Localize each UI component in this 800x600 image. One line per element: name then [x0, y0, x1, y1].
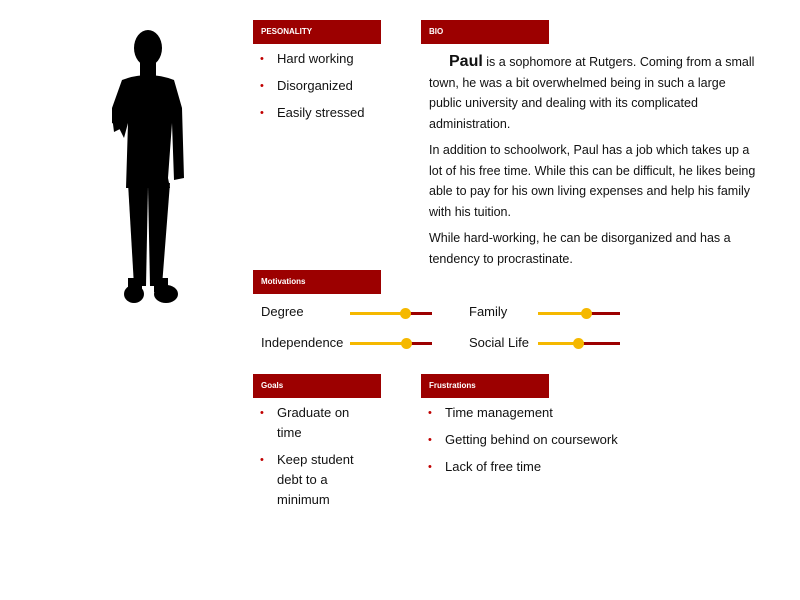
- list-item: [255, 450, 370, 510]
- motivation-slider-independence[interactable]: [350, 336, 432, 350]
- slider-fill: [350, 312, 406, 315]
- bio-paragraph-3: While hard-working, he can be disorganized and has a tendency to procrastinate.: [429, 231, 731, 266]
- bio-paragraph-2: In addition to schoolwork, Paul has a job which takes up a lot of his free time. While this can be difficult, he likes being able to pay for his own living expenses and help his family with his tuition.: [429, 143, 756, 219]
- goals-header: Goals: [253, 374, 381, 398]
- list-item: [255, 403, 370, 443]
- motivation-slider-family[interactable]: [538, 306, 620, 320]
- frustrations-header: Frustrations: [421, 374, 549, 398]
- person-silhouette-icon: [100, 28, 195, 308]
- motivation-label-independence: Independence: [261, 335, 344, 350]
- bullet-dot-icon: •: [260, 454, 264, 466]
- bullet-dot-icon: •: [428, 434, 432, 446]
- slider-knob[interactable]: [401, 338, 412, 349]
- slider-fill: [350, 342, 407, 345]
- list-item: [423, 457, 683, 477]
- list-item-text: Getting behind on coursework: [445, 432, 618, 447]
- slider-knob[interactable]: [581, 308, 592, 319]
- list-item-text: Disorganized: [277, 78, 353, 93]
- list-item: [423, 430, 683, 450]
- personality-list: [255, 49, 395, 130]
- frustrations-list: [423, 403, 683, 484]
- bio-paragraph-1-text: is a sophomore at Rutgers. Coming from a small town, he was a bit overwhelmed being in such a large public university and dealing with its complicated administration.: [429, 55, 755, 131]
- bullet-dot-icon: •: [260, 80, 264, 92]
- bullet-dot-icon: •: [260, 407, 264, 419]
- list-item-text: Lack of free time: [445, 459, 542, 474]
- motivations-header: Motivations: [253, 270, 381, 294]
- bio-text: [429, 52, 759, 275]
- list-item-text: Easily stressed: [277, 105, 365, 120]
- bullet-dot-icon: •: [428, 407, 432, 419]
- list-item-text: Time management: [445, 405, 553, 420]
- motivation-label-social-life: Social Life: [469, 335, 529, 350]
- slider-fill: [538, 312, 586, 315]
- bio-paragraph-1: [429, 52, 759, 134]
- list-item: [255, 103, 395, 123]
- motivation-slider-degree[interactable]: [350, 306, 432, 320]
- personality-header: PESONALITY: [253, 20, 381, 44]
- bullet-dot-icon: •: [428, 461, 432, 473]
- list-item-text: Keep student debt to a minimum: [277, 452, 354, 507]
- motivation-label-family: Family: [469, 304, 508, 319]
- list-item: [423, 403, 683, 423]
- motivation-label-degree: Degree: [261, 304, 304, 319]
- bio-header: BIO: [421, 20, 549, 44]
- list-item: [255, 49, 395, 69]
- bullet-dot-icon: •: [260, 53, 264, 65]
- list-item: [255, 76, 395, 96]
- persona-name: Paul: [449, 53, 483, 70]
- slider-knob[interactable]: [573, 338, 584, 349]
- list-item-text: Hard working: [277, 51, 354, 66]
- goals-list: [255, 403, 370, 517]
- slider-knob[interactable]: [400, 308, 411, 319]
- motivation-slider-social-life[interactable]: [538, 336, 620, 350]
- bullet-dot-icon: •: [260, 107, 264, 119]
- list-item-text: Graduate on time: [277, 405, 350, 440]
